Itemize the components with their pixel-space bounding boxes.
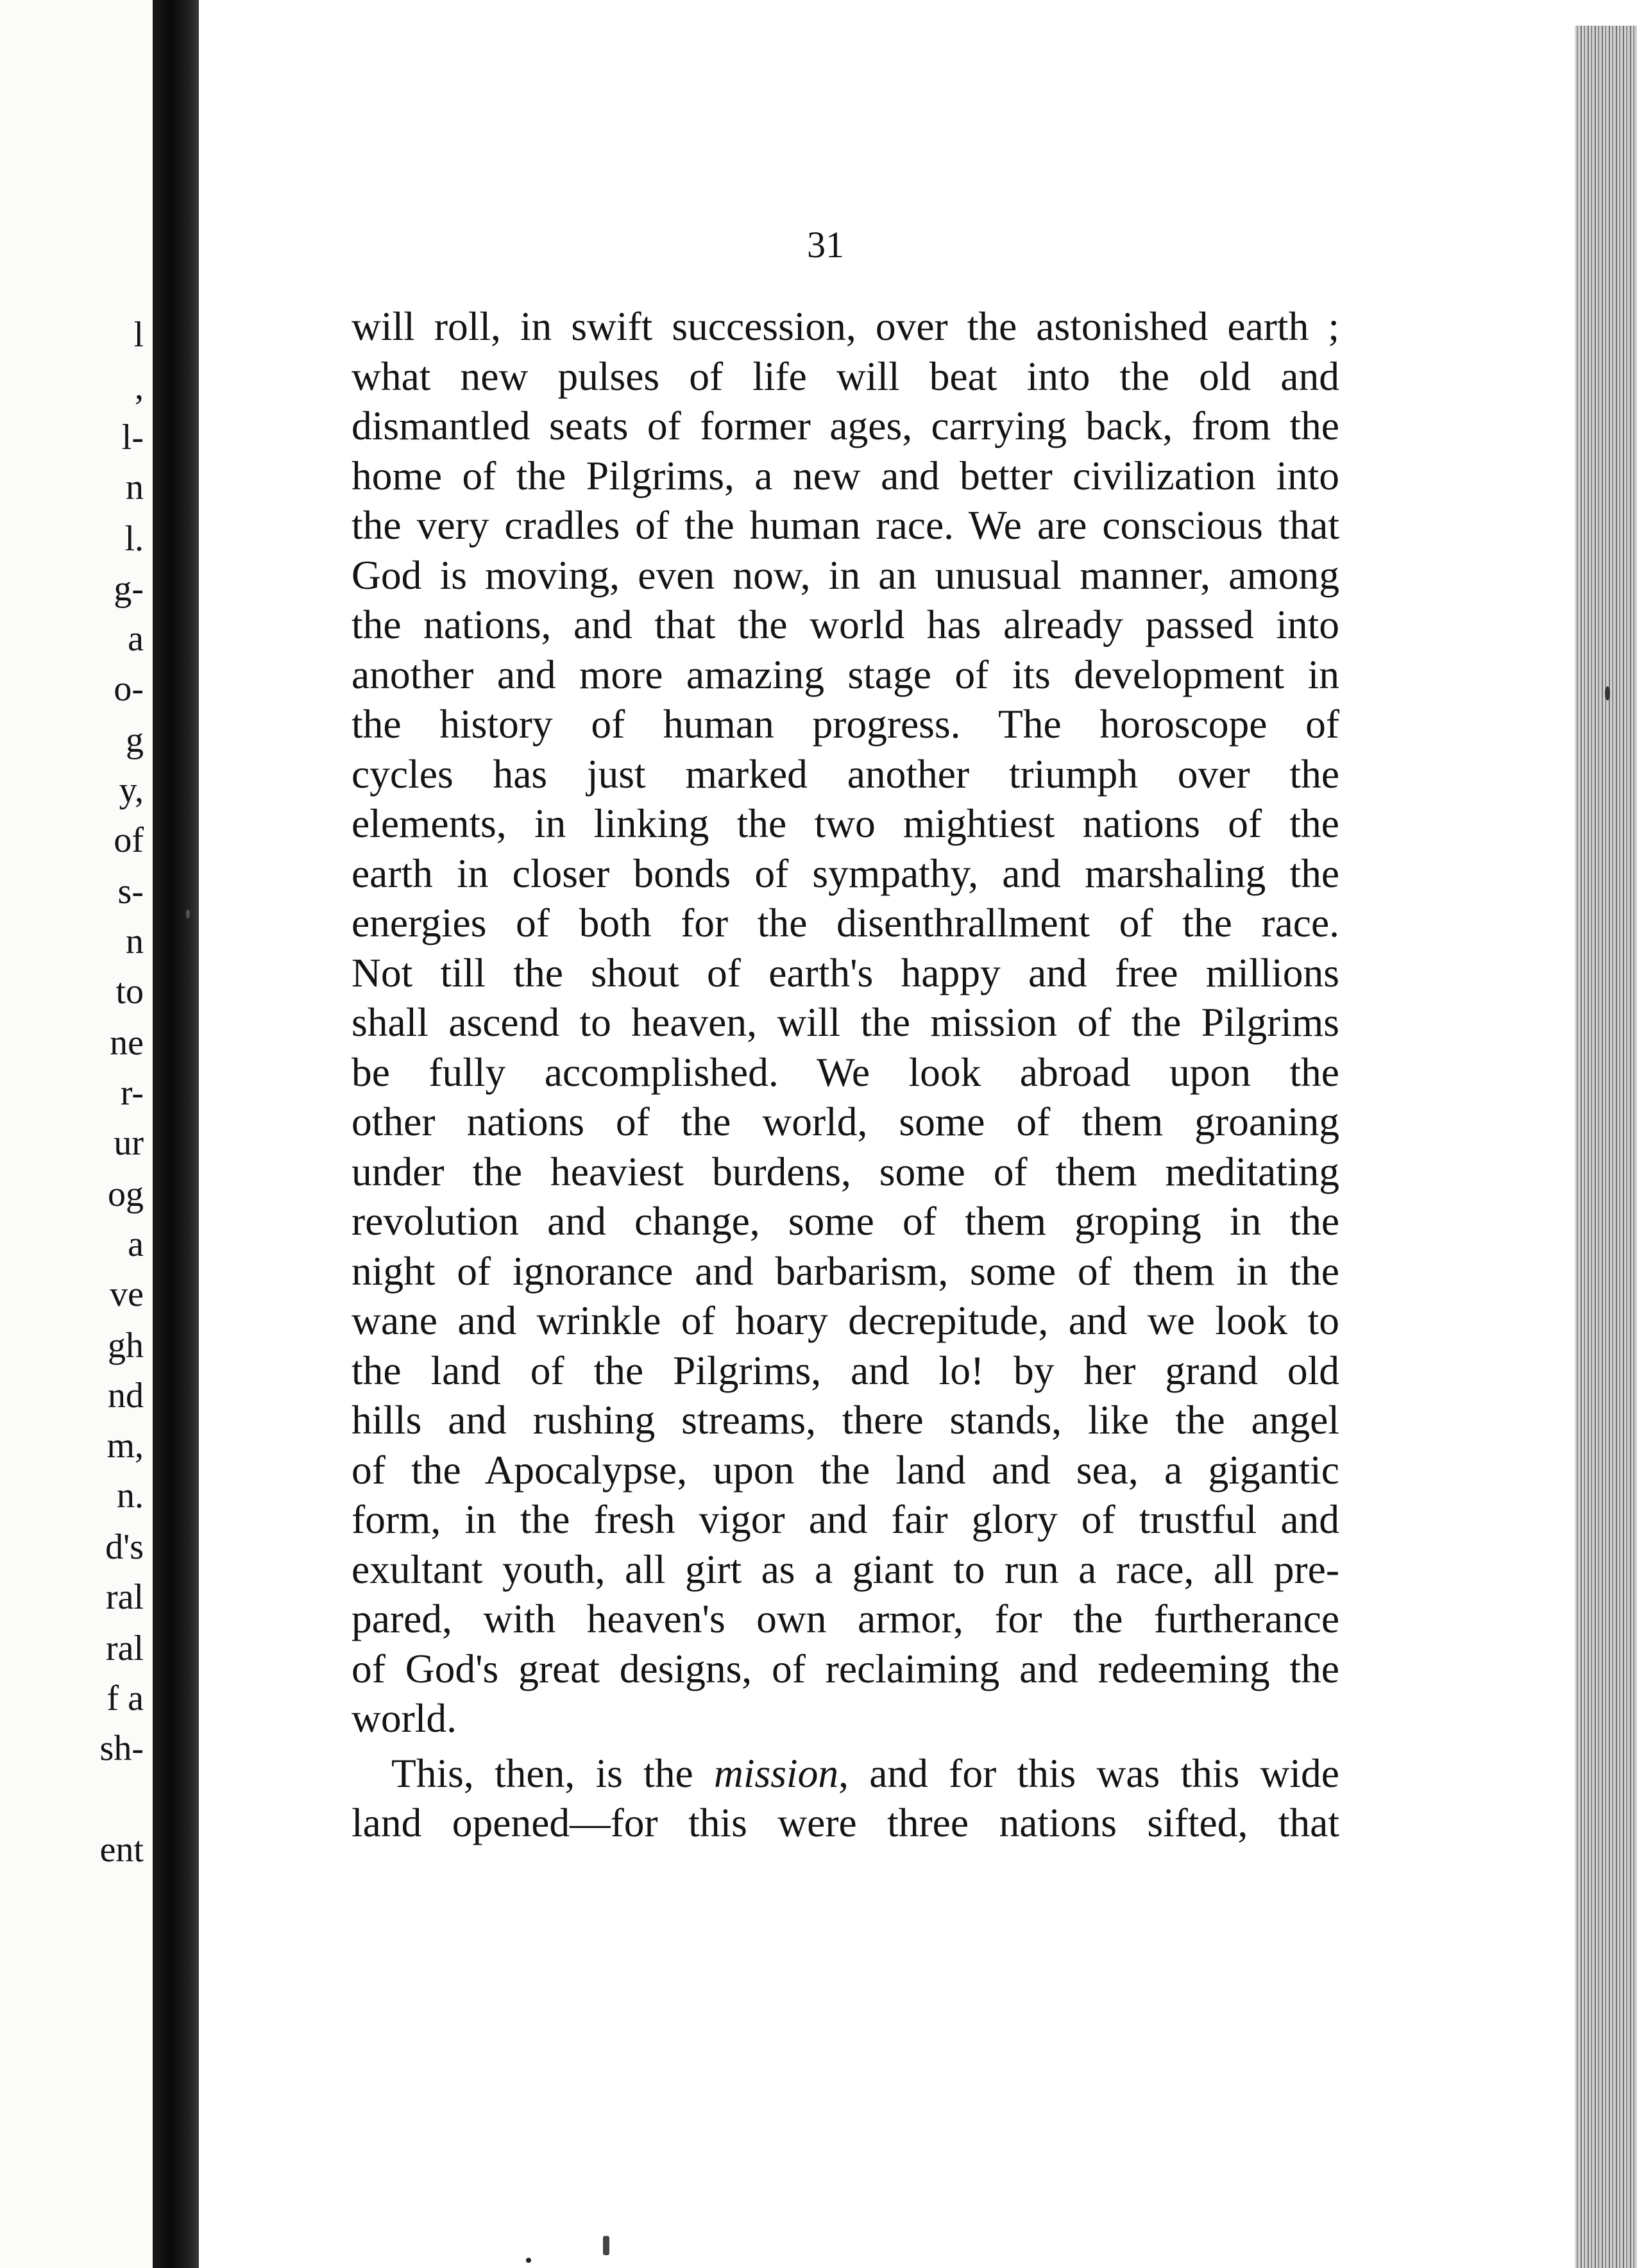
text-line: land opened—for this were three nations sifted, that [352, 1800, 1339, 1845]
text-line: energies of both for the disenthrallment of the race. [352, 900, 1339, 945]
facing-line: r- [120, 1073, 144, 1113]
text-line: of God's great designs, of reclaiming and redeeming the [352, 1645, 1339, 1691]
facing-line: ral [105, 1577, 144, 1617]
facing-line: n [126, 922, 144, 961]
facing-line: o- [114, 669, 144, 709]
text-line: elements, in linking the two mightiest nations of the [352, 800, 1339, 846]
text-run: , and for this was this wide [838, 1750, 1339, 1796]
facing-line: s- [117, 872, 144, 911]
facing-line: ve [110, 1274, 144, 1314]
text-line: will roll, in swift succession, over the astonished earth ; [352, 303, 1339, 349]
text-line: dismantled seats of former ages, carrying back, from the [352, 403, 1339, 448]
body-text [352, 301, 1339, 1848]
text-line: the land of the Pilgrims, and lo! by her grand old [352, 1347, 1339, 1393]
text-line: under the heaviest burdens, some of them meditating [352, 1148, 1339, 1194]
facing-line: a [128, 619, 144, 659]
text-line: of the Apocalypse, upon the land and sea, a gigantic [352, 1446, 1339, 1493]
text-line: cycles has just marked another triumph over the [352, 750, 1339, 797]
facing-line: l [133, 315, 144, 355]
facing-line: f a [106, 1679, 144, 1718]
facing-line: ne [110, 1023, 144, 1063]
scan-speck [526, 2258, 531, 2263]
text-line: home of the Pilgrims, a new and better civilization into [352, 452, 1339, 498]
text-line: the nations, and that the world has already passed into [352, 602, 1339, 647]
facing-line: nd [108, 1376, 144, 1416]
text-line: be fully accomplished. We look abroad upon the [352, 1049, 1339, 1095]
text-line: the history of human progress. The horoscope of [352, 701, 1339, 747]
facing-line: ent [99, 1830, 144, 1870]
facing-line: ur [114, 1123, 144, 1163]
facing-line: g [126, 720, 144, 760]
text-line: form, in the fresh vigor and fair glory of trustful and [352, 1496, 1339, 1542]
text-line: shall ascend to heaven, will the mission of the Pilgrims [352, 999, 1339, 1045]
facing-line: sh- [99, 1729, 144, 1768]
paragraph-opening-line [352, 1748, 1339, 1798]
text-line: wane and wrinkle of hoary decrepitude, and we look to [352, 1298, 1339, 1343]
facing-line: n. [117, 1476, 144, 1516]
scan-speck [603, 2236, 609, 2255]
facing-line: l. [124, 519, 144, 559]
facing-line: ral [105, 1629, 144, 1668]
page-number: 31 [807, 224, 844, 266]
emphasis-word: mission [714, 1750, 839, 1796]
facing-line: l- [121, 418, 144, 457]
text-line: revolution and change, some of them groping in the [352, 1198, 1339, 1244]
text-line: pared, with heaven's own armor, for the furtherance [352, 1596, 1339, 1641]
text-line: hills and rushing streams, there stands, like the angel [352, 1397, 1339, 1443]
text-line: night of ignorance and barbarism, some of them in the [352, 1248, 1339, 1294]
text-run: This, then, is the [391, 1750, 714, 1796]
page-edge-top [1575, 0, 1637, 26]
facing-page-fragment [0, 0, 153, 2268]
scan-speck [186, 910, 190, 918]
text-line: God is moving, even now, in an unusual manner, among [352, 552, 1339, 598]
text-line: Not till the shout of earth's happy and free millions [352, 949, 1339, 995]
facing-line: d's [105, 1527, 144, 1567]
facing-line: og [108, 1174, 144, 1214]
text-line: other nations of the world, some of them groaning [352, 1099, 1339, 1144]
text-line: the very cradles of the human race. We are conscious that [352, 502, 1339, 548]
scan-speck [1605, 686, 1610, 700]
facing-line: g- [114, 569, 144, 609]
facing-line: n [126, 468, 144, 507]
facing-line: m, [106, 1426, 144, 1466]
facing-line: of [114, 820, 144, 860]
text-line: another and more amazing stage of its development in [352, 651, 1339, 697]
text-line: earth in closer bonds of sympathy, and marshaling the [352, 850, 1339, 896]
facing-line: , [135, 368, 144, 407]
facing-line: to [115, 972, 144, 1011]
text-line: exultant youth, all girt as a giant to run a race, all pre- [352, 1546, 1339, 1592]
facing-line: y, [119, 770, 144, 810]
text-line: what new pulses of life will beat into the old and [352, 353, 1339, 399]
book-gutter [153, 0, 199, 2268]
facing-line: gh [108, 1326, 144, 1366]
text-line: world. [352, 1695, 457, 1741]
facing-line: a [128, 1224, 144, 1264]
page-block-edge [1575, 26, 1637, 2268]
